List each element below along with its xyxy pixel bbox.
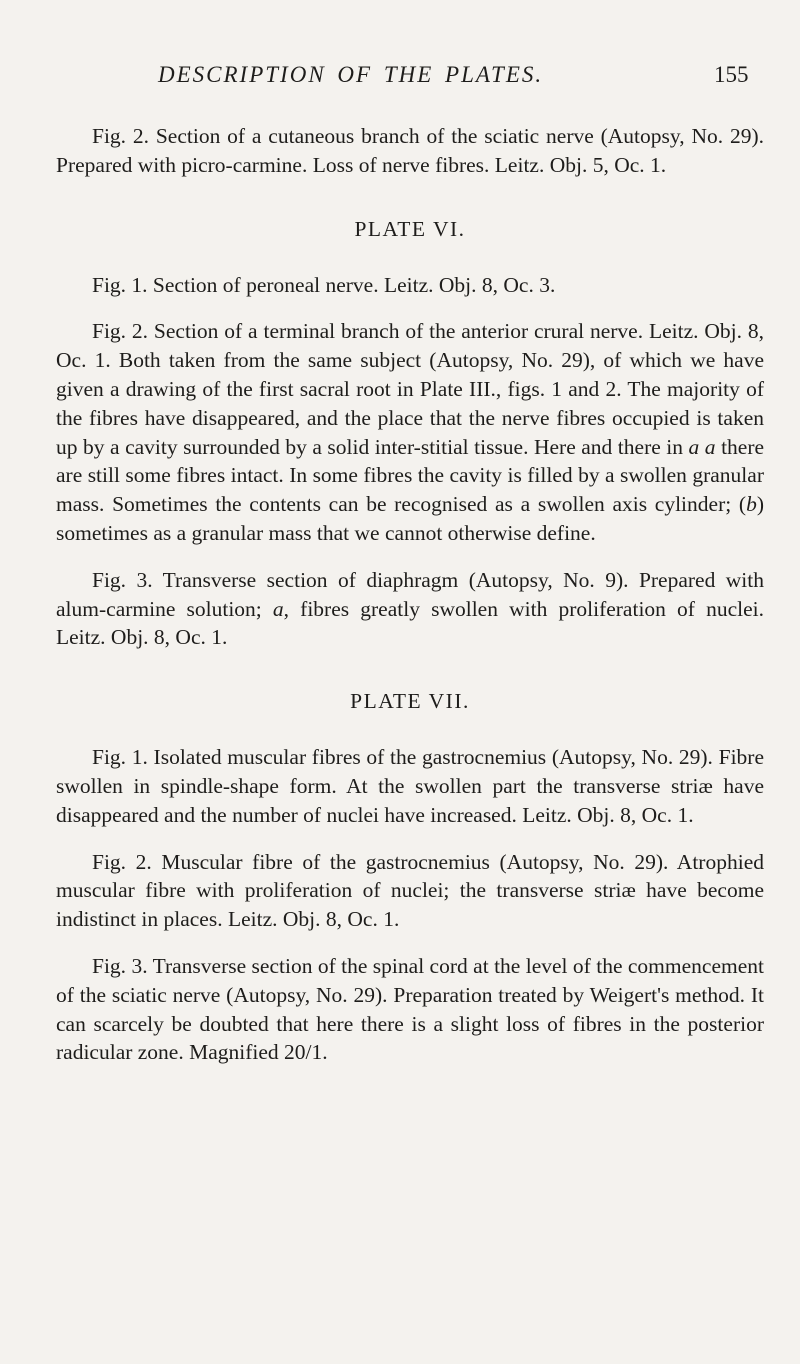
plate6-fig2-text-3: ) sometimes as a granular mass that we cannot otherwise define.	[56, 492, 764, 545]
running-title: DESCRIPTION OF THE PLATES.	[158, 62, 544, 87]
running-head	[0, 58, 800, 98]
page-number: 155	[714, 62, 749, 87]
plate6-fig2-label-b: b	[746, 492, 757, 517]
plate6-fig3-caption	[56, 566, 764, 652]
plate7-fig2-caption: Fig. 2. Muscular fibre of the gastrocnemius (Autopsy, No. 29). Atrophied muscular fibre with proliferation of nuclei; the transverse striæ have become indistinct in places. Leitz. Obj. 8, Oc. 1.	[56, 849, 764, 932]
plate6-fig2-text-1: Fig. 2. Section of a terminal branch of the anterior crural nerve. Leitz. Obj. 8, Oc. 1. Both taken from the same subject (Autopsy, No. 29), of which we have given a drawing of the first sacral root in Plate III., figs. 1 and 2. The majority of the fibres have disappeared, and the place that the nerve fibres occupied is taken up by a cavity surrounded by a solid inter-stitial tissue. Here and there in	[56, 319, 764, 459]
plate7-heading: PLATE VII.	[350, 689, 470, 714]
plate6-fig2-label-aa: a a	[688, 434, 716, 459]
plate6-fig2-text-2: there are still some fibres intact. In some fibres the cavity is filled by a swollen granular mass. Sometimes the contents can be recognised as a swollen axis cylinder; (	[56, 434, 765, 517]
plate6-fig1-caption: Fig. 1. Section of peroneal nerve. Leitz. Obj. 8, Oc. 3.	[92, 272, 556, 297]
plate5-fig2-caption: Fig. 2. Section of a cutaneous branch of the sciatic nerve (Autopsy, No. 29). Prepared with picro-carmine. Loss of nerve fibres. Leitz. Obj. 5, Oc. 1.	[56, 124, 764, 177]
body-text	[56, 122, 764, 1085]
plate7-fig1-caption: Fig. 1. Isolated muscular fibres of the gastrocnemius (Autopsy, No. 29). Fibre swollen in spindle-shape form. At the swollen part the transverse striæ have disappeared and the number of nuclei have increased. Leitz. Obj. 8, Oc. 1.	[56, 745, 764, 827]
plate6-heading: PLATE VI.	[354, 216, 466, 241]
plate6-fig3-text-1: Fig. 3. Transverse section of diaphragm (Autopsy, No. 9). Prepared with alum-carmine solution;	[56, 567, 764, 621]
plate6-fig2-caption	[56, 317, 764, 547]
plate7-fig3-caption: Fig. 3. Transverse section of the spinal cord at the level of the commencement of the sciatic nerve (Autopsy, No. 29). Preparation treated by Weigert's method. It can scarcely be doubted that here there is a slight loss of fibres in the posterior radicular zone. Magnified 20/1.	[56, 953, 764, 1065]
plate6-fig3-label-a: a	[272, 596, 284, 621]
plate6-fig3-text-2: , fibres greatly swollen with proliferation of nuclei. Leitz. Obj. 8, Oc. 1.	[56, 596, 764, 650]
